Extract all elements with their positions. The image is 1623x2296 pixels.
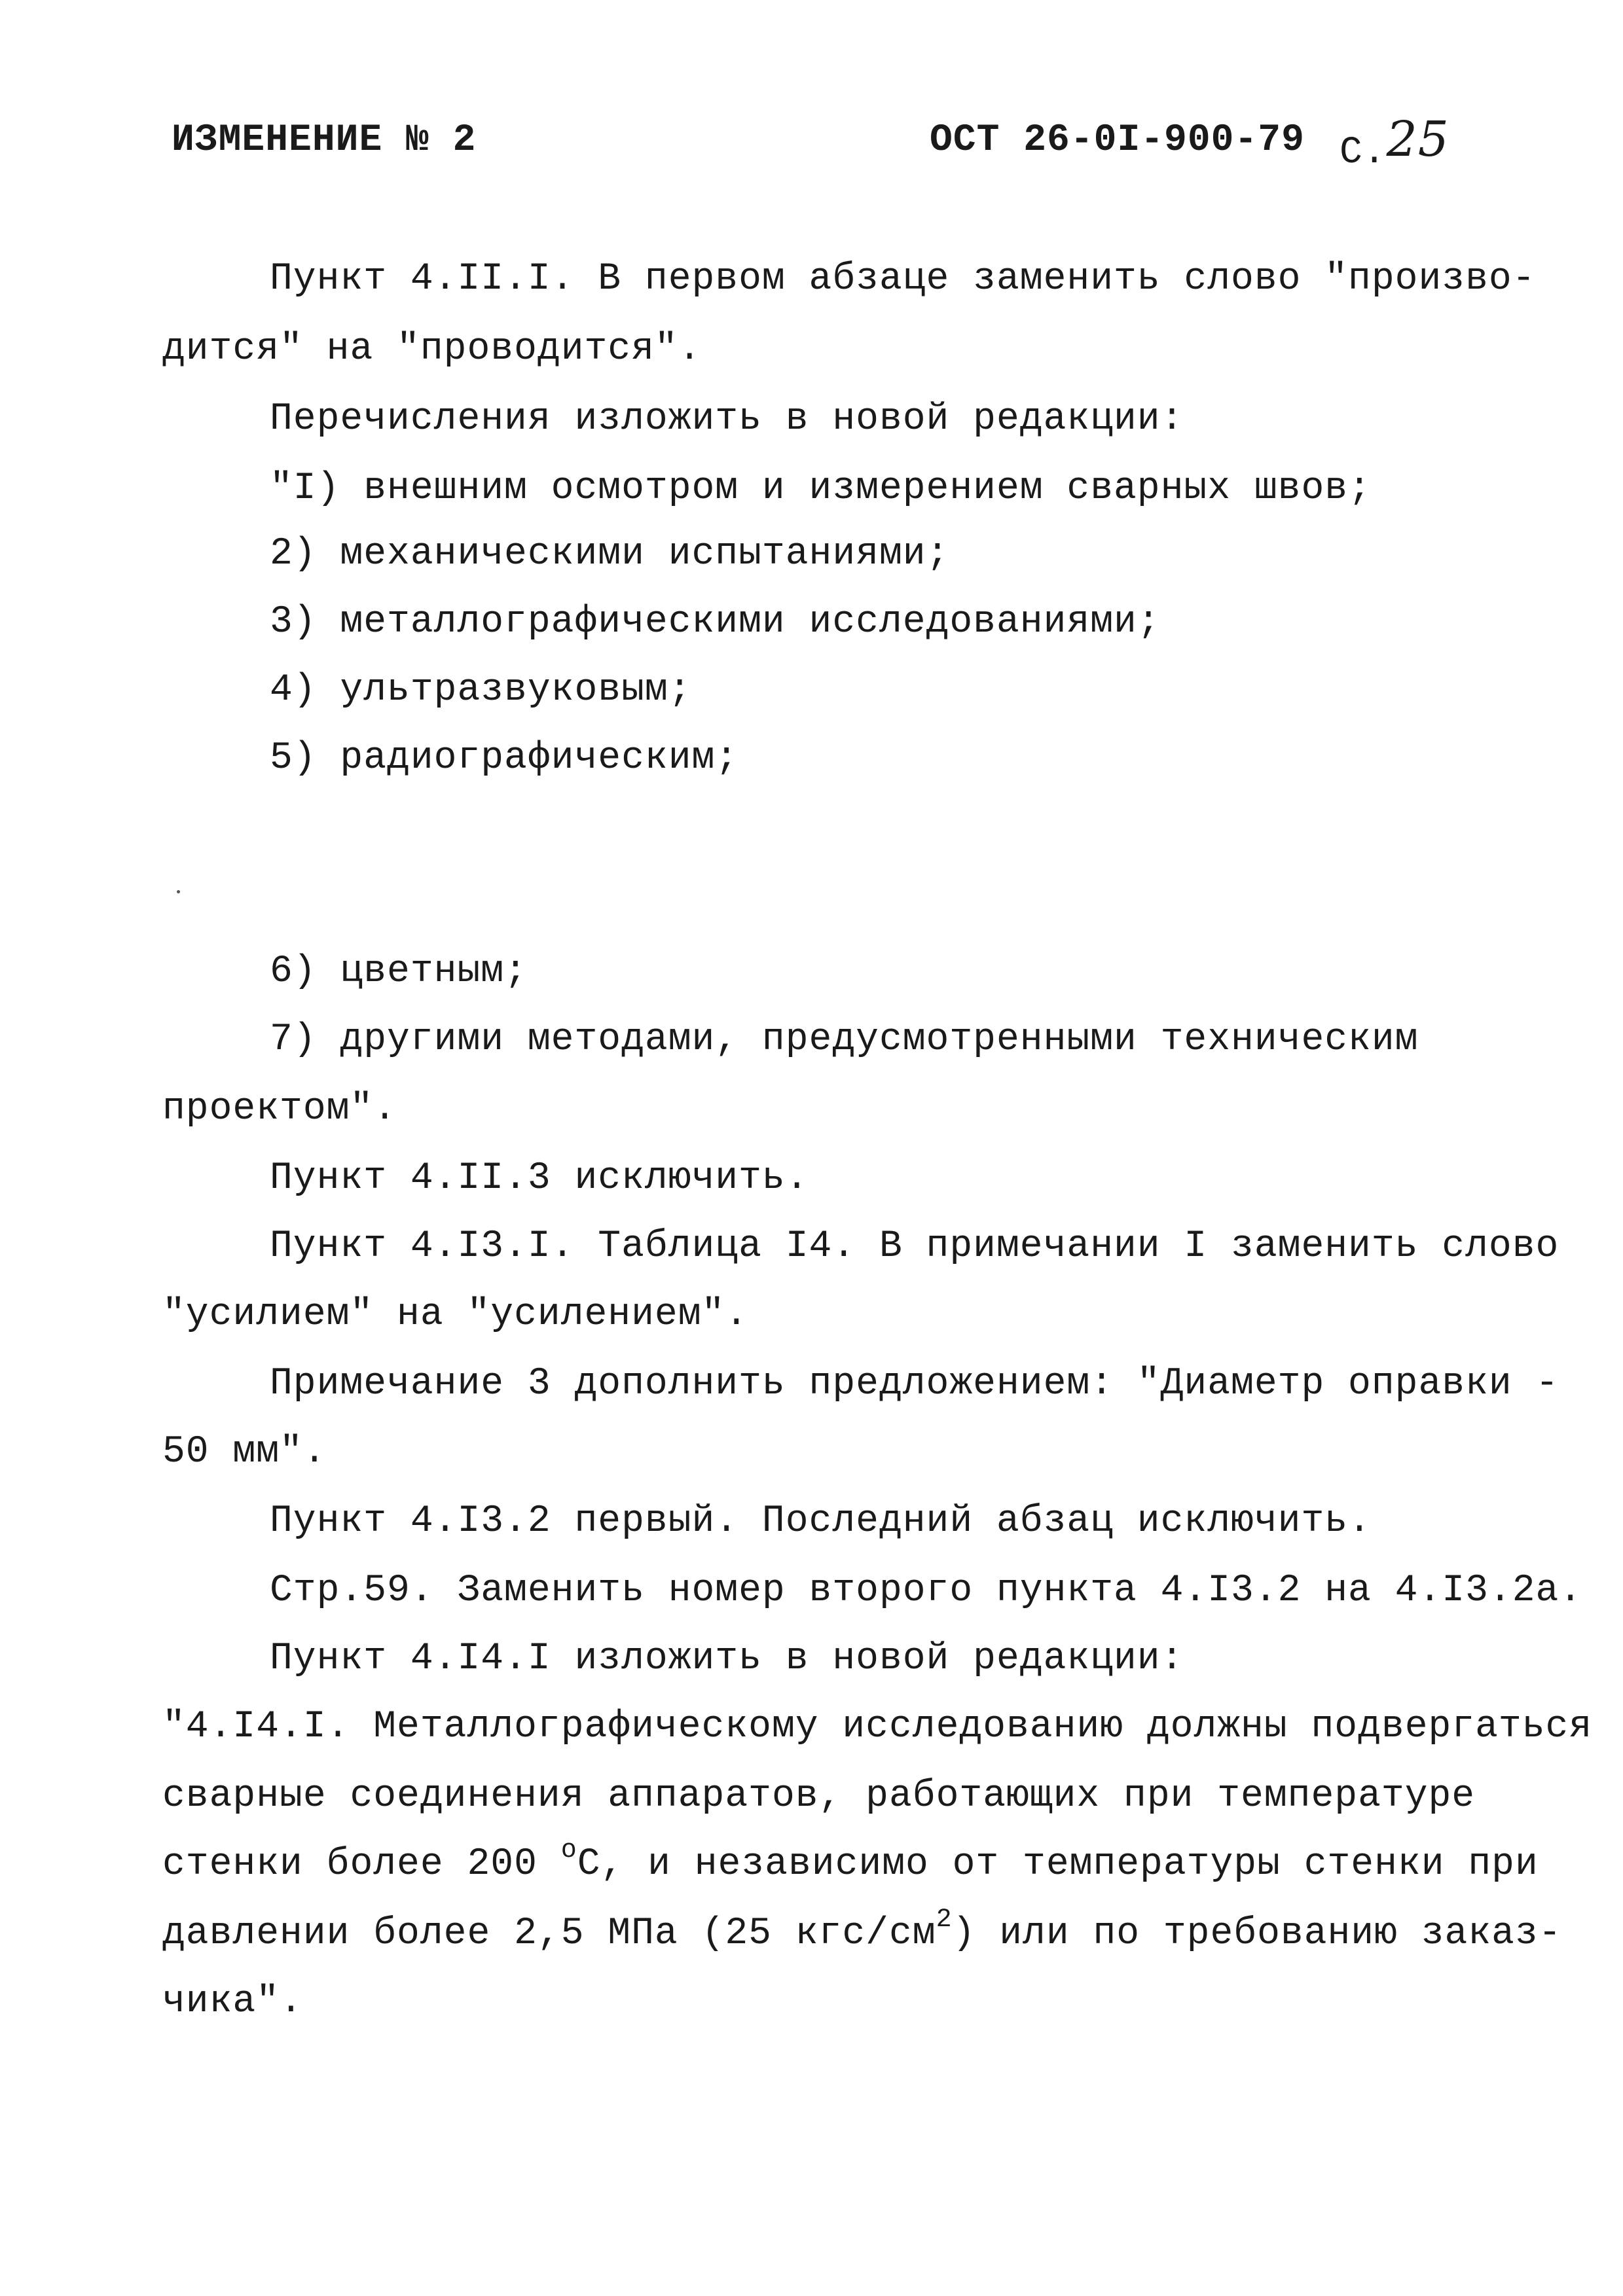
- text-line: 2) механическими испытаниями;: [270, 533, 950, 575]
- text-line: Пункт 4.II.I. В первом абзаце заменить слово "произво-: [270, 258, 1536, 300]
- text-line: чика".: [162, 1981, 303, 2023]
- text-line: дится" на "проводится".: [162, 328, 702, 370]
- text-line: 7) другими методами, предусмотренными техническим: [270, 1018, 1419, 1061]
- text-line: Примечание 3 дополнить предложением: "Диаметр оправки -: [270, 1363, 1559, 1405]
- exponent-superscript: 2: [936, 1905, 953, 1935]
- text-line: "усилием" на "усилением".: [162, 1293, 749, 1336]
- change-number: ИЗМЕНЕНИЕ № 2: [172, 119, 477, 162]
- text-line: Пункт 4.I3.I. Таблица I4. В примечании I заменить слово: [270, 1225, 1559, 1268]
- text-line: 3) металлографическими исследованиями;: [270, 601, 1161, 643]
- text-line: Пункт 4.II.3 исключить.: [270, 1157, 809, 1200]
- text-line: "4.I4.I. Металлографическому исследованию должны подвергаться: [162, 1706, 1593, 1748]
- text-line: 6) цветным;: [270, 950, 528, 993]
- page-number: [1340, 111, 1450, 174]
- text-line: 5) радиографическим;: [270, 737, 739, 780]
- text-fragment: ) или по требованию заказ-: [952, 1912, 1562, 1955]
- text-fragment: давлении более 2,5 МПа (25 кгс/см: [162, 1912, 936, 1955]
- standard-number: ОСТ 26-0I-900-79: [930, 119, 1305, 162]
- text-line: сварные соединения аппаратов, работающих при температуре: [162, 1775, 1476, 1818]
- text-line: Пункт 4.I3.2 первый. Последний абзац исключить.: [270, 1500, 1372, 1543]
- stray-mark: [177, 890, 180, 893]
- text-fragment: С, и независимо от температуры стенки при: [577, 1843, 1539, 1886]
- page-number-handwritten: 25: [1386, 111, 1450, 168]
- text-line: Стр.59. Заменить номер второго пункта 4.I3.2 на 4.I3.2а.: [270, 1570, 1583, 1612]
- text-line: проектом".: [162, 1088, 397, 1130]
- text-line: "I) внешним осмотром и измерением сварных швов;: [270, 467, 1372, 510]
- text-line: 50 мм".: [162, 1431, 327, 1473]
- text-line: Перечисления изложить в новой редакции:: [270, 398, 1184, 440]
- text-line: [162, 1836, 1539, 1886]
- degree-superscript: o: [560, 1836, 577, 1865]
- text-line: Пункт 4.I4.I изложить в новой редакции:: [270, 1638, 1184, 1680]
- text-fragment: стенки более 200: [162, 1843, 561, 1886]
- page-prefix: С.: [1340, 132, 1387, 174]
- text-line: 4) ультразвуковым;: [270, 669, 692, 711]
- text-line: [162, 1905, 1562, 1955]
